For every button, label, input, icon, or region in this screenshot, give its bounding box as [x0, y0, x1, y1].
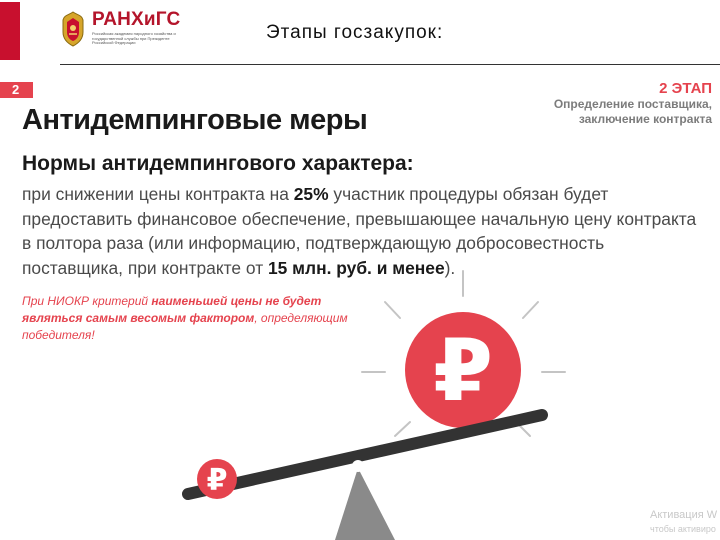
body-text-part: ).	[444, 257, 456, 278]
note-highlight: не будет являться самым весомым фактором	[22, 294, 322, 325]
emblem-icon	[60, 10, 86, 48]
org-name: РАНХиГС	[92, 9, 181, 30]
slide-number-badge: 2	[0, 82, 33, 98]
activation-watermark	[650, 508, 717, 536]
header-divider	[60, 64, 720, 65]
slide-title: Антидемпинговые меры	[22, 104, 368, 136]
body-highlight-percent: 25%	[293, 184, 329, 204]
note-text-part: , определяющим победителя!	[22, 311, 348, 342]
note-highlight: наименьшей цены	[151, 294, 263, 308]
fulcrum	[335, 468, 395, 540]
body-paragraph	[22, 182, 702, 280]
org-logo	[60, 10, 184, 48]
header-accent-bar	[0, 2, 20, 60]
large-ruble-icon: ₽	[433, 321, 493, 421]
body-text-part: при снижении цены контракта на	[22, 184, 294, 204]
stage-label	[554, 80, 712, 127]
body-text-part: участник процедуры обязан будет предоставить финансовое обеспечение, превышающее начальную цену контракта в полтора раза (или информацию, подтверждающую добросовестность поставщика, при контракте от	[22, 184, 697, 278]
page-title: Этапы госзакупок:	[266, 22, 444, 43]
small-ruble-icon: ₽	[206, 463, 228, 498]
watermark-line1: Активация W	[650, 509, 718, 521]
stage-description-line2: заключение контракта	[578, 112, 712, 126]
watermark-line2: чтобы активиро	[650, 524, 716, 534]
stage-description-line1: Определение поставщика,	[553, 97, 712, 111]
beam-pivot	[352, 460, 364, 472]
org-subtitle: Российская академия народного хозяйства и государственной службы при Президенте Российской Федерации	[92, 31, 176, 46]
stage-title: 2 ЭТАП	[659, 80, 712, 97]
note-text-part: При НИОКР критерий	[22, 294, 152, 308]
section-heading: Нормы антидемпингового характера:	[22, 152, 414, 175]
body-highlight-amount: 15 млн. руб. и менее	[268, 257, 445, 278]
scales-illustration	[170, 268, 590, 540]
